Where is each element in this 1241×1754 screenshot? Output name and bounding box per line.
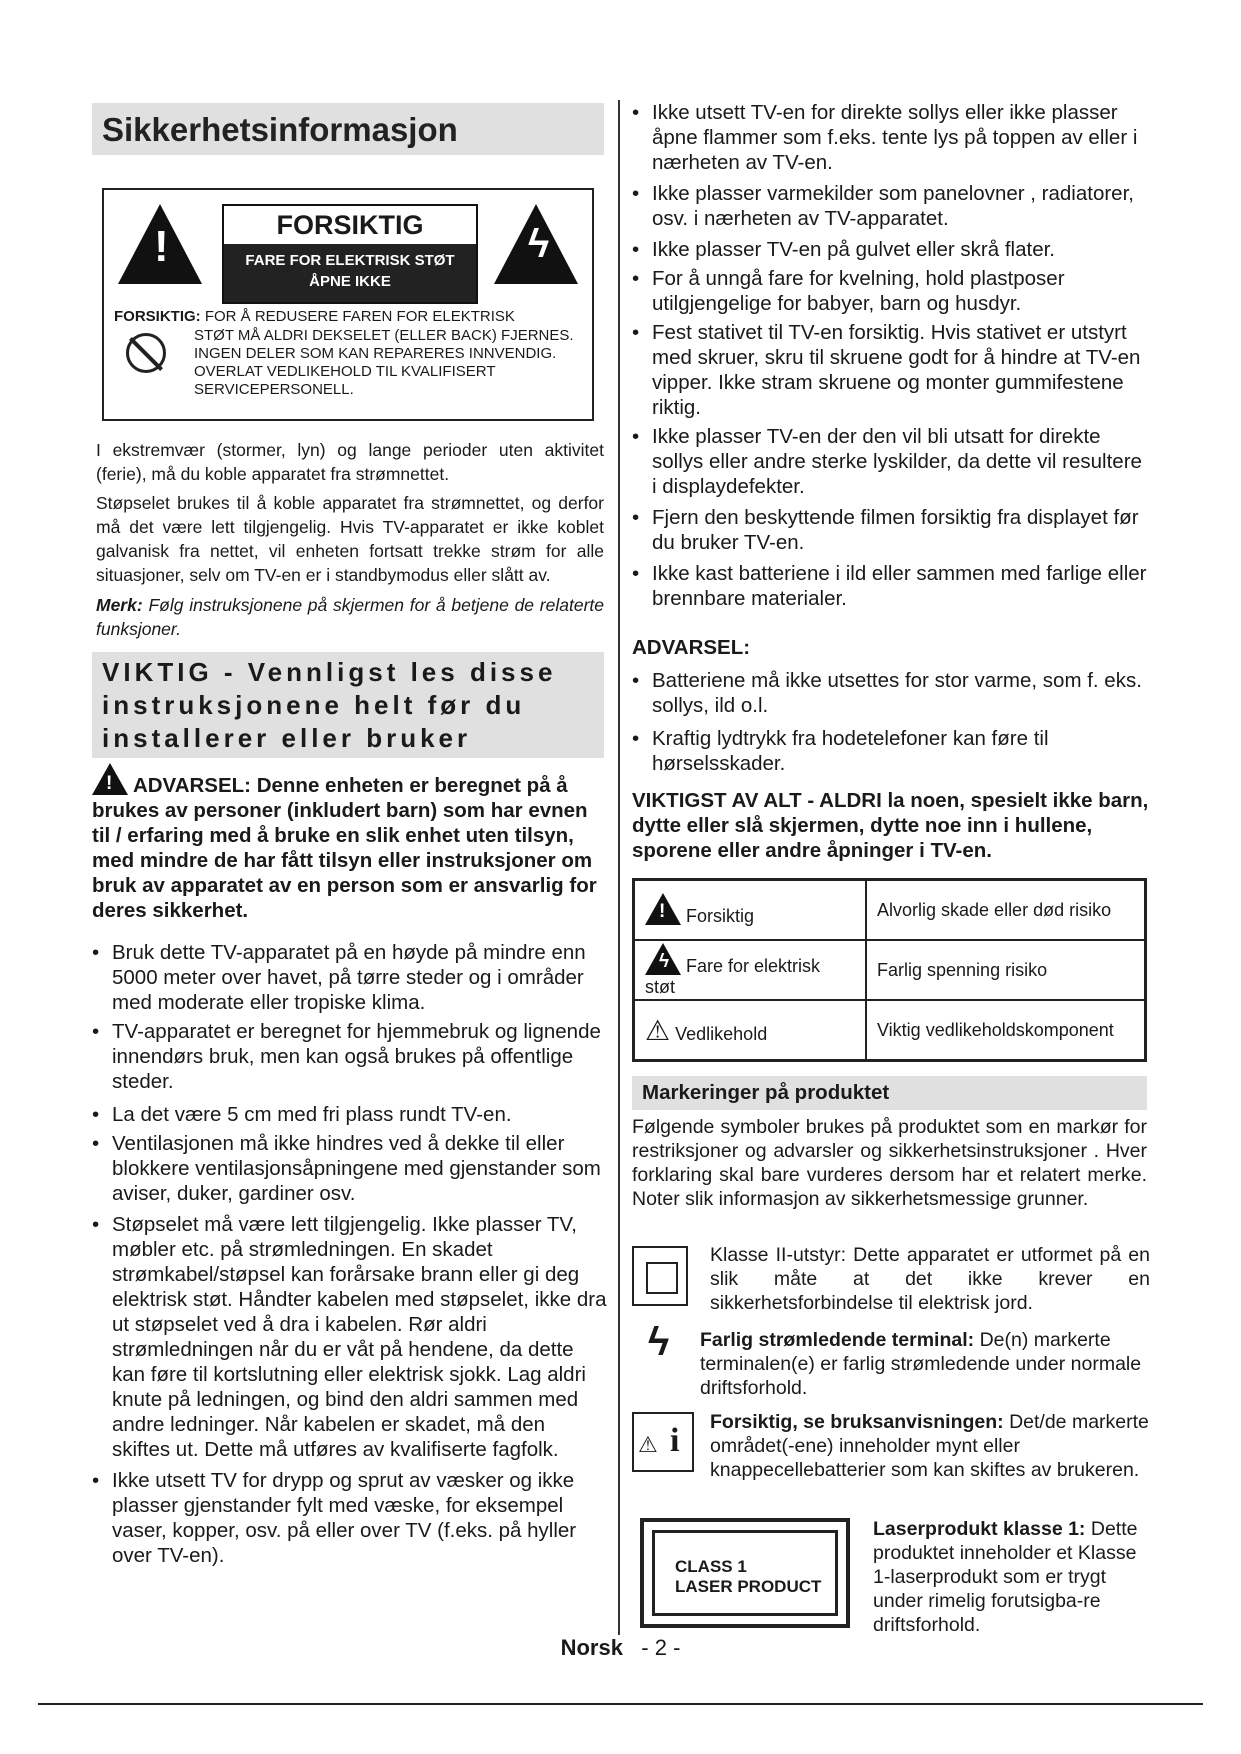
list-item: • Fest stativet til TV-en forsiktig. Hvis stativet er utstyrt med skruer, skru til skruene godt for å hindre at TV-en vipper. Ikke stram skruene og monter gummifestene riktig.	[632, 320, 1152, 420]
caution-box: ! FORSIKTIG FARE FOR ELEKTRISK STØT ÅPNE IKKE ϟ FORSIKTIG: FOR Å REDUSERE FAREN FOR ELEKTRISK STØT MÅ ALDRI DEKSELET (ELLER BACK) FJERNES. INGEN DELER SOM KAN REPARERES INNVENDIG. OVERLAT VEDLIKEHOLD TIL KVALIFISERT SERVICEPERSONELL.	[102, 188, 594, 421]
right-bullet-list	[632, 100, 1152, 611]
table-row: ϟ Fare for elektrisk støt Farlig spenning risiko	[634, 940, 1146, 1000]
table-row: ! Forsiktig Alvorlig skade eller død risiko	[634, 880, 1146, 941]
table-row: ⚠ Vedlikehold Viktig vedlikeholdskomponent	[634, 1000, 1146, 1061]
list-item: • Kraftig lydtrykk fra hodetelefoner kan føre til hørselsskader.	[632, 726, 1152, 776]
markings-intro: Følgende symboler brukes på produktet som en markør for restriksjoner og advarsler og sikkerhetsinstruksjoner . Hver forklaring skal bare vurderes dersom har et relatert merke. Noter slik informasjon av sikkerhetsmessige grunner.	[632, 1116, 1147, 1210]
list-item: • La det være 5 cm med fri plass rundt TV-en.	[92, 1102, 608, 1127]
terminal-text: Farlig strømledende terminal: De(n) markerte terminalen(e) er farlig strømledende under normale driftsforhold.	[700, 1329, 1142, 1399]
page-footer: Norsk - 2 -	[560, 1635, 681, 1660]
warning-icon: !	[92, 763, 128, 795]
warning-triangle-icon: !	[118, 204, 202, 284]
class-ii-icon	[632, 1246, 688, 1306]
laser-text: Laserprodukt klasse 1: Dette produktet inneholder et Klasse 1-laserprodukt som er trygt under rimelig forutsigba-re driftsforhold.	[873, 1518, 1138, 1636]
left-bullet-list	[92, 940, 608, 1568]
class-ii-text: Klasse II-utstyr: Dette apparatet er utformet på en slik måte at det ikke krever en sikkerhetsforbindelse til elektrisk jord.	[710, 1244, 1150, 1314]
lightning-icon: ϟ	[648, 1320, 670, 1364]
most-important-warning: VIKTIGST AV ALT - ALDRI la noen, spesielt ikke barn, dytte eller slå skjermen, dytte noe inn i hullene, sporene eller andre åpninger i TV-en.	[632, 789, 1149, 862]
maintenance-warning-icon: ⚠	[645, 1014, 671, 1046]
plug-paragraph: Støpselet brukes til å koble apparatet fra strømnettet, og derfor må det være lett tilgjengelig. Hvis TV-apparatet er ikke koblet galvanisk fra nettet, vil enheten fortsatt trekke strøm for alle situasjoner, selv om TV-en er i standbymodus eller slått av.	[96, 493, 604, 585]
list-item: • Batteriene må ikke utsettes for stor varme, som f. eks. sollys, ild o.l.	[632, 668, 1152, 718]
warning-icon: !	[645, 893, 681, 925]
list-item: • For å unngå fare for kvelning, hold plastposer utilgjengelige for babyer, barn og husdyr.	[632, 266, 1152, 316]
manual-text: Forsiktig, se bruksanvisningen: Det/de markerte området(-ene) inneholder mynt eller knappecellebatterier som kan skiftes av brukeren.	[710, 1411, 1149, 1481]
symbol-table	[632, 878, 1147, 1062]
warning-bullet-list	[632, 668, 1152, 776]
list-item: • Støpselet må være lett tilgjengelig. Ikke plasser TV, møbler etc. på strømledningen. En skadet strømkabel/støpsel kan forårsake brann eller gi deg elektrisk støt. Håndter kabelen med støpselet, ikke dra ut støpselet ved å dra i kabelen. Rør aldri strømledningen når du er våt på hendene, da dette kan føre til kortslutning eller elektrisk sjokk. Lag aldri knute på ledningen, og bind den aldri sammen med andre ledninger. Når kabelen er skadet, må den skiftes ut. Dette må utføres av kvalifiserte fagfolk.	[92, 1212, 608, 1462]
page-title: Sikkerhetsinformasjon	[92, 103, 604, 155]
do-not-open-icon	[126, 333, 166, 373]
warning-intro: ! ADVARSEL: Denne enheten er beregnet på å brukes av personer (inkludert barn) som har evnen til / erfaring med å bruke en slik enhet uten tilsyn, med mindre de har fått tilsyn eller instruksjoner om bruk av apparatet av en person som er ansvarlig for deres sikkerhet.	[92, 763, 608, 923]
warning-label: ADVARSEL:	[632, 636, 751, 659]
list-item: • Ventilasjonen må ikke hindres ved å dekke til eller blokkere ventilasjonsåpningene med gjenstander som aviser, duker, gardiner osv.	[92, 1131, 608, 1206]
class1-laser-label: CLASS 1 LASER PRODUCT	[640, 1518, 850, 1628]
list-item: • Ikke plasser varmekilder som panelovner , radiatorer, osv. i nærheten av TV-apparatet.	[632, 181, 1152, 231]
list-item: • Bruk dette TV-apparatet på en høyde på mindre enn 5000 meter over havet, på tørre steder og i områder med moderate eller tropiske klima.	[92, 940, 608, 1015]
list-item: • Ikke utsett TV for drypp og sprut av væsker og ikke plasser gjenstander fylt med væske, for eksempel vaser, kopper, osv. på eller over TV (f.eks. på hyller over TV-en).	[92, 1468, 608, 1568]
lightning-triangle-icon: ϟ	[494, 204, 578, 284]
note: Merk: Følg instruksjonene på skjermen for å betjene de relaterte funksjoner.	[96, 595, 604, 639]
storm-paragraph: I ekstremvær (stormer, lyn) og lange perioder uten aktivitet (ferie), må du koble apparatet fra strømnettet.	[96, 440, 604, 484]
list-item: • TV-apparatet er beregnet for hjemmebruk og lignende innendørs bruk, men kan også brukes på offentlige steder.	[92, 1019, 608, 1094]
list-item: • Ikke kast batteriene i ild eller sammen med farlige eller brennbare materialer.	[632, 561, 1152, 611]
column-divider	[618, 100, 620, 1635]
list-item: • Ikke plasser TV-en på gulvet eller skrå flater.	[632, 237, 1152, 262]
list-item: • Ikke plasser TV-en der den vil bli utsatt for direkte sollys eller andre sterke lyskilder, da dette vil resultere i displaydefekter.	[632, 424, 1152, 499]
important-heading: VIKTIG - Vennligst les disse instruksjonene helt før du installerer eller bruker	[92, 652, 604, 758]
footer-rule	[38, 1703, 1203, 1705]
lightning-icon: ϟ	[645, 943, 681, 975]
list-item: • Ikke utsett TV-en for direkte sollys eller ikke plasser åpne flammer som f.eks. tente lys på toppen av eller i nærheten av TV-en.	[632, 100, 1152, 175]
list-item: • Fjern den beskyttende filmen forsiktig fra displayet før du bruker TV-en.	[632, 505, 1152, 555]
caution-label: FORSIKTIG FARE FOR ELEKTRISK STØT ÅPNE IKKE	[222, 204, 478, 304]
manual-icon: ⚠ i	[632, 1412, 694, 1472]
markings-heading: Markeringer på produktet	[632, 1076, 1147, 1110]
